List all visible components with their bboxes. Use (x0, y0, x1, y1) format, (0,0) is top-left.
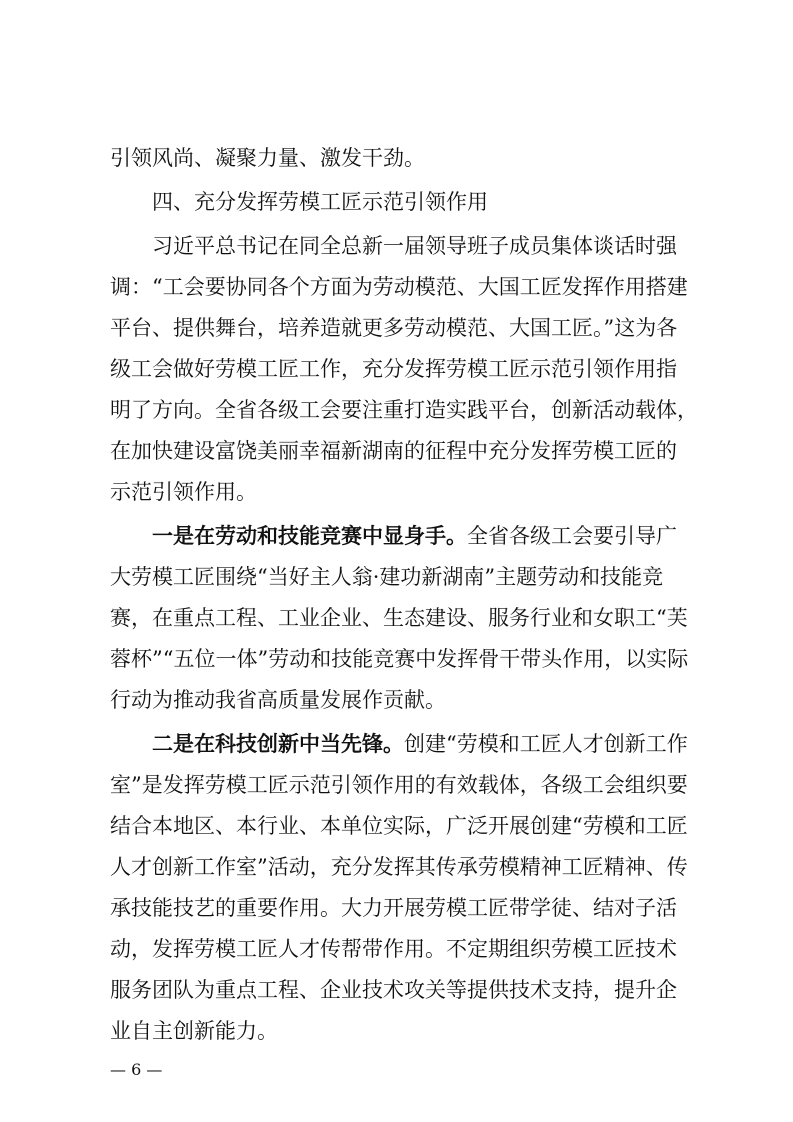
text-line: 人才创新工作室”活动，充分发挥其传承劳模精神工匠精神、传 (110, 855, 688, 879)
paragraph-lead-heading: 一是在劳动和技能竞赛中显身手。 (152, 524, 467, 548)
text-span: 创建“劳模和工匠人才创新工作 (404, 732, 688, 756)
text-line: 明了方向。全省各级工会要注重打造实践平台，创新活动载体， (110, 398, 698, 422)
text-line: 示范引领作用。 (110, 480, 257, 504)
text-line: 调：“工会要协同各个方面为劳动模范、大国工匠发挥作用搭建 (110, 275, 688, 299)
section-heading: 四、充分发挥劳模工匠示范引领作用 (152, 190, 488, 214)
paragraph-first-line (152, 734, 688, 755)
text-line: 大劳模工匠围绕“当好主人翁·建功新湖南”主题劳动和技能竞 (110, 565, 664, 589)
text-line: 习近平总书记在同全总新一届领导班子成员集体谈话时强 (152, 234, 677, 258)
text-line: 在加快建设富饶美丽幸福新湖南的征程中充分发挥劳模工匠的 (110, 439, 677, 463)
text-line: 业自主创新能力。 (110, 1019, 278, 1043)
text-line: 动，发挥劳模工匠人才传帮带作用。不定期组织劳模工匠技术 (110, 937, 677, 961)
paragraph-lead-heading: 二是在科技创新中当先锋。 (152, 732, 404, 756)
text-line: 平台、提供舞台，培养造就更多劳动模范、大国工匠。”这为各 (110, 316, 678, 340)
page-number: — 6 — (110, 1060, 163, 1079)
text-line: 引领风尚、凝聚力量、激发干劲。 (110, 146, 425, 170)
text-line: 级工会做好劳模工匠工作，充分发挥劳模工匠示范引领作用指 (110, 357, 677, 381)
text-line: 蓉杯”“五位一体”劳动和技能竞赛中发挥骨干带头作用，以实际 (110, 647, 689, 671)
text-line: 行动为推动我省高质量发展作贡献。 (110, 688, 446, 712)
text-line: 服务团队为重点工程、企业技术攻关等提供技术支持，提升企 (110, 978, 677, 1002)
text-line: 承技能技艺的重要作用。大力开展劳模工匠带学徒、结对子活 (110, 896, 677, 920)
paragraph-first-line (152, 526, 677, 547)
text-span: 全省各级工会要引导广 (467, 524, 677, 548)
text-line: 赛，在重点工程、工业企业、生态建设、服务行业和女职工“芙 (110, 606, 688, 630)
text-line: 结合本地区、本行业、本单位实际，广泛开展创建“劳模和工匠 (110, 814, 688, 838)
text-line: 室”是发挥劳模工匠示范引领作用的有效载体，各级工会组织要 (110, 773, 688, 797)
